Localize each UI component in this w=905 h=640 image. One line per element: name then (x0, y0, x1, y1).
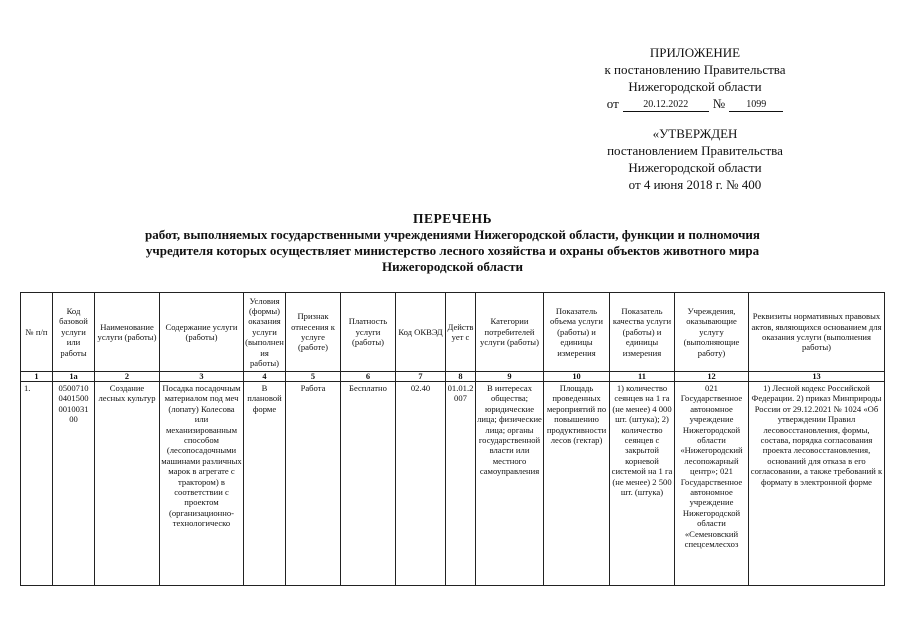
column-number: 3 (160, 372, 244, 382)
column-number: 8 (446, 372, 476, 382)
cell-service-content: Посадка посадочным материалом под меч (лопату) Колесова или механизированным способом (лесопосадочными машинами различных марок в агрегате с трактором) в соответствии с проектом (организационно-технологическо (160, 382, 244, 586)
appendix-title: ПРИЛОЖЕНИЕ (649, 45, 741, 60)
header-cell: Условия (формы) оказания услуги (выполнения работы) (244, 293, 286, 372)
header-cell: Признак отнесения к услуге (работе) (286, 293, 341, 372)
from-label: от (606, 96, 619, 111)
header-cell: Категории потребителей услуги (работы) (476, 293, 544, 372)
header-cell: Учреждения, оказывающие услугу (выполняющие работу) (675, 293, 749, 372)
column-number: 9 (476, 372, 544, 382)
header-cell: Код базовой услуги или работы (53, 293, 95, 372)
header-cell: Показатель объема услуги (работы) и единицы измерения (544, 293, 610, 372)
column-number: 4 (244, 372, 286, 382)
cell-service-name: Создание лесных культур (95, 382, 160, 586)
number-label: № (712, 96, 726, 111)
decree-number: 1099 (729, 99, 783, 112)
column-number-row (21, 372, 885, 382)
approved-line-date: от 4 июня 2018 г. № 400 (628, 177, 762, 192)
approved-line-region: Нижегородской области (628, 160, 762, 175)
cell-payment: Бесплатно (341, 382, 396, 586)
column-number: 13 (749, 372, 885, 382)
decree-reference (560, 95, 830, 112)
header-cell: Реквизиты нормативных правовых актов, являющихся основанием для оказания услуги (выполнения работы) (749, 293, 885, 372)
header-cell: Показатель качества услуги (работы) и единицы измерения (610, 293, 675, 372)
decree-date: 20.12.2022 (623, 99, 709, 112)
appendix-block (560, 44, 830, 112)
heading-line-1: работ, выполняемых государственными учреждениями Нижегородской области, функции и полномочия (145, 227, 760, 242)
approved-title: «УТВЕРЖДЕН (652, 126, 738, 141)
cell-okved: 02.40 (396, 382, 446, 586)
document-title: ПЕРЕЧЕНЬ (412, 211, 493, 226)
table-row (21, 382, 885, 586)
heading-line-3: Нижегородской области (381, 259, 524, 274)
cell-service-form: В плановой форме (244, 382, 286, 586)
column-number: 12 (675, 372, 749, 382)
appendix-line-region: Нижегородской области (628, 79, 762, 94)
cell-legal-acts: 1) Лесной кодекс Российской Федерации. 2) приказ Минприроды России от 29.12.2021 № 1024 «Об утверждении Правил лесовосстановления, формы, состава, порядка согласования проекта лесовосстановления, оснований для отказа в его согласовании, а также требований к формату в электронной форме (749, 382, 885, 586)
header-cell: Содержание услуги (работы) (160, 293, 244, 372)
approved-block (560, 125, 830, 193)
cell-volume-indicator: Площадь проведенных мероприятий по повышению продуктивности лесов (гектар) (544, 382, 610, 586)
appendix-line-resolution: к постановлению Правительства (604, 62, 786, 77)
column-number: 5 (286, 372, 341, 382)
column-number: 1 (21, 372, 53, 382)
column-number: 2 (95, 372, 160, 382)
column-number: 1а (53, 372, 95, 382)
header-cell: Действует с (446, 293, 476, 372)
cell-service-type: Работа (286, 382, 341, 586)
header-cell: Код ОКВЭД (396, 293, 446, 372)
cell-consumers: В интересах общества; юридические лица; физические лица; органы государственной власти или местного самоуправления (476, 382, 544, 586)
column-number: 7 (396, 372, 446, 382)
header-cell: № п/п (21, 293, 53, 372)
column-number: 6 (341, 372, 396, 382)
cell-service-code: 0500710 0401500 0010031 00 (53, 382, 95, 586)
approved-line-resolution: постановлением Правительства (607, 143, 783, 158)
column-number: 10 (544, 372, 610, 382)
table-header-row (21, 293, 885, 372)
cell-effective-date: 01.01.2007 (446, 382, 476, 586)
column-number: 11 (610, 372, 675, 382)
cell-row-number: 1. (21, 382, 53, 586)
document-heading (60, 211, 845, 275)
cell-institutions: 021 Государственное автономное учреждение Нижегородской области «Нижегородский лесопожарный центр»; 021 Государственное автономное учреждение Нижегородской области «Семеновский спецсемлесхоз (675, 382, 749, 586)
header-cell: Платность услуги (работы) (341, 293, 396, 372)
header-cell: Наименование услуги (работы) (95, 293, 160, 372)
cell-quality-indicator: 1) количество сеянцев на 1 га (не менее) 4 000 шт. (штука); 2) количество сеянцев с закрытой корневой системой на 1 га (не менее) 2 500 шт. (штука) (610, 382, 675, 586)
works-table (20, 292, 885, 586)
heading-line-2: учредителя которых осуществляет министерство лесного хозяйства и охраны объектов животного мира (145, 243, 760, 258)
